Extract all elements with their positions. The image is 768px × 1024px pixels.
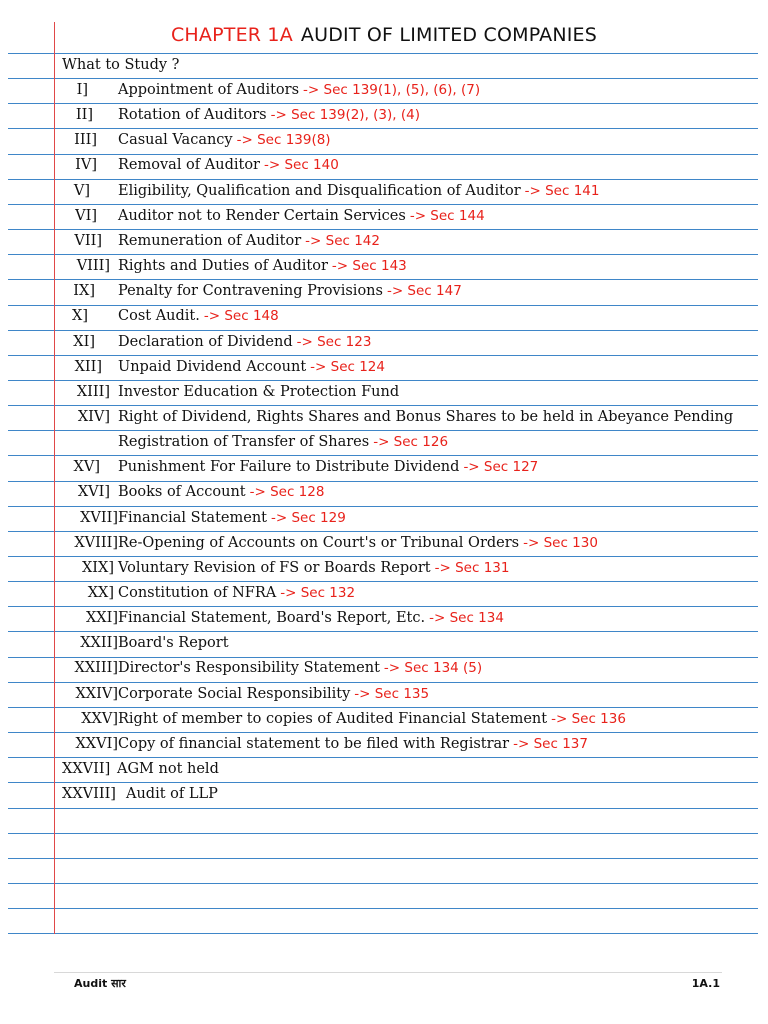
item-title: Unpaid Dividend Account xyxy=(118,358,307,375)
ruled-line xyxy=(8,908,758,909)
item-title: AGM not held xyxy=(117,761,219,777)
item-title: Voluntary Revision of FS or Boards Report xyxy=(118,559,431,576)
item-text xyxy=(117,761,219,777)
item-number: III] xyxy=(74,132,97,149)
list-item xyxy=(0,761,768,783)
item-section-ref: -> Sec 139(8) xyxy=(236,132,331,149)
list-item xyxy=(0,384,768,406)
list-item xyxy=(0,82,768,104)
item-text xyxy=(118,560,509,576)
item-title: Director's Responsibility Statement xyxy=(118,660,380,677)
item-title: Rotation of Auditors xyxy=(118,107,267,124)
footer-divider xyxy=(54,972,722,973)
list-item xyxy=(0,308,768,330)
item-section-ref: -> Sec 140 xyxy=(263,157,339,174)
item-number: XIX] xyxy=(81,559,114,576)
item-text xyxy=(118,686,429,702)
item-text xyxy=(118,585,355,601)
page-title xyxy=(0,24,768,46)
list-item xyxy=(0,183,768,205)
item-title: Penalty for Contravening Provisions xyxy=(118,283,383,300)
item-text xyxy=(118,359,385,375)
item-title: Cost Audit. xyxy=(118,308,200,325)
item-title: Remuneration of Auditor xyxy=(118,232,302,249)
ruled-line xyxy=(8,53,758,54)
item-text xyxy=(118,736,588,752)
list-item xyxy=(0,711,768,733)
item-section-ref: -> Sec 123 xyxy=(296,333,372,350)
chapter-heading: AUDIT OF LIMITED COMPANIES xyxy=(300,24,598,46)
item-text xyxy=(118,535,598,551)
item-text xyxy=(118,660,482,676)
item-title: Copy of financial statement to be filed with Registrar xyxy=(118,735,510,752)
item-title: Rights and Duties of Auditor xyxy=(118,258,328,274)
item-text xyxy=(118,334,371,350)
list-item xyxy=(0,660,768,682)
item-number: IX] xyxy=(73,283,95,300)
item-title: Removal of Auditor xyxy=(118,157,260,174)
item-number: XVIII] xyxy=(74,534,118,551)
item-section-ref: -> Sec 144 xyxy=(409,207,485,224)
footer-book-name: Audit सार xyxy=(74,977,126,990)
item-title: Casual Vacancy xyxy=(118,132,233,149)
list-item xyxy=(0,157,768,179)
item-text xyxy=(118,510,346,526)
list-item xyxy=(0,585,768,607)
item-number: I] xyxy=(76,82,88,98)
item-title: Declaration of Dividend xyxy=(118,333,293,350)
item-section-ref: -> Sec 136 xyxy=(551,710,626,727)
item-text xyxy=(118,434,448,450)
item-text xyxy=(118,107,420,123)
list-item xyxy=(0,409,768,431)
item-section-ref: -> Sec 135 xyxy=(354,685,430,702)
item-number: XX] xyxy=(87,585,114,601)
item-number: XVII] xyxy=(80,509,118,526)
item-number: VII] xyxy=(74,232,102,249)
item-title: Right of Dividend, Rights Shares and Bonus Shares to be held in Abeyance Pending xyxy=(118,408,734,425)
item-number: X] xyxy=(72,308,88,325)
item-text xyxy=(118,484,324,500)
item-title: Auditor not to Render Certain Services xyxy=(118,207,406,224)
what-to-study-heading: What to Study ? xyxy=(62,57,180,73)
item-text xyxy=(118,132,331,148)
list-item xyxy=(0,283,768,305)
list-item xyxy=(0,736,768,758)
list-item xyxy=(0,484,768,506)
list-item xyxy=(0,459,768,481)
list-item xyxy=(0,258,768,280)
item-text xyxy=(118,409,733,425)
list-item xyxy=(0,359,768,381)
item-number: XIII] xyxy=(76,383,110,400)
item-title: Audit of LLP xyxy=(126,786,218,803)
item-text xyxy=(118,233,380,249)
item-section-ref: -> Sec 143 xyxy=(331,258,407,274)
item-section-ref: -> Sec 132 xyxy=(280,585,356,601)
item-text xyxy=(118,384,399,400)
footer-page-number: 1A.1 xyxy=(691,977,720,990)
list-item xyxy=(0,334,768,356)
list-item xyxy=(0,610,768,632)
item-title: Re-Opening of Accounts on Court's or Tribunal Orders xyxy=(118,534,520,551)
ruled-line xyxy=(8,833,758,834)
item-text xyxy=(118,258,407,274)
item-section-ref: -> Sec 129 xyxy=(270,509,346,526)
ruled-line xyxy=(8,933,758,934)
item-number: XXI] xyxy=(85,610,118,627)
list-item xyxy=(0,233,768,255)
item-section-ref: -> Sec 142 xyxy=(305,232,380,249)
item-section-ref: -> Sec 126 xyxy=(373,434,449,451)
list-item xyxy=(0,635,768,657)
item-title: Financial Statement xyxy=(118,509,267,526)
list-item xyxy=(0,786,768,808)
item-section-ref: -> Sec 124 xyxy=(310,358,385,375)
item-section-ref: -> Sec 130 xyxy=(523,534,598,551)
ruled-line xyxy=(8,858,758,859)
list-item xyxy=(0,434,768,456)
item-text xyxy=(118,183,599,199)
list-item xyxy=(0,107,768,129)
item-title: Appointment of Auditors xyxy=(118,82,300,98)
item-number: XV] xyxy=(73,459,100,476)
item-title: Corporate Social Responsibility xyxy=(118,685,351,702)
item-number: XXIII] xyxy=(74,660,118,677)
list-item xyxy=(0,535,768,557)
item-title: Financial Statement, Board's Report, Etc. xyxy=(118,610,426,627)
item-title: Books of Account xyxy=(118,484,246,501)
item-section-ref: -> Sec 141 xyxy=(524,182,600,199)
item-section-ref: -> Sec 139(1), (5), (6), (7) xyxy=(303,82,481,98)
item-section-ref: -> Sec 134 xyxy=(429,610,504,627)
item-section-ref: -> Sec 134 (5) xyxy=(383,660,483,677)
item-text xyxy=(118,459,538,475)
item-text xyxy=(118,157,339,173)
item-title: Eligibility, Qualification and Disqualification of Auditor xyxy=(118,182,521,199)
item-text xyxy=(118,283,462,299)
ruled-line xyxy=(8,883,758,884)
item-number: XI] xyxy=(73,333,95,350)
list-item xyxy=(0,132,768,154)
list-item xyxy=(0,560,768,582)
item-text xyxy=(126,786,218,802)
item-number: XVI] xyxy=(77,484,110,501)
item-section-ref: -> Sec 131 xyxy=(434,559,510,576)
item-section-ref: -> Sec 148 xyxy=(203,308,279,325)
item-title: Board's Report xyxy=(118,635,229,652)
item-number: XIV] xyxy=(77,408,110,425)
chapter-label: CHAPTER 1A xyxy=(170,24,293,46)
item-section-ref: -> Sec 147 xyxy=(386,283,462,300)
ruled-line xyxy=(8,78,758,79)
item-number: XXIV] xyxy=(75,685,118,702)
item-text xyxy=(118,711,626,727)
item-title: Constitution of NFRA xyxy=(118,585,277,601)
item-number: XXV] xyxy=(81,710,118,727)
item-number: XXVII] xyxy=(62,761,111,777)
item-number: V] xyxy=(73,182,90,199)
item-title: Registration of Transfer of Shares xyxy=(118,434,370,451)
item-text xyxy=(118,308,279,324)
list-item xyxy=(0,510,768,532)
item-number: VIII] xyxy=(76,258,110,274)
item-text xyxy=(118,82,480,98)
item-section-ref: -> Sec 139(2), (3), (4) xyxy=(270,107,420,124)
item-section-ref: -> Sec 137 xyxy=(513,735,588,752)
item-text xyxy=(118,208,485,224)
item-title: Investor Education & Protection Fund xyxy=(118,383,400,400)
item-number: II] xyxy=(75,107,93,124)
list-item xyxy=(0,208,768,230)
item-number: XII] xyxy=(74,358,102,375)
item-section-ref: -> Sec 127 xyxy=(463,459,539,476)
item-text xyxy=(118,635,229,651)
item-number: IV] xyxy=(75,157,97,174)
list-item xyxy=(0,686,768,708)
item-section-ref: -> Sec 128 xyxy=(249,484,325,501)
item-title: Right of member to copies of Audited Financial Statement xyxy=(118,710,548,727)
item-number: XXII] xyxy=(80,635,118,652)
item-number: VI] xyxy=(75,207,97,224)
item-text xyxy=(118,610,504,626)
item-number: XXVI] xyxy=(75,735,118,752)
item-number: XXVIII] xyxy=(62,786,116,803)
item-title: Punishment For Failure to Distribute Dividend xyxy=(118,459,460,476)
